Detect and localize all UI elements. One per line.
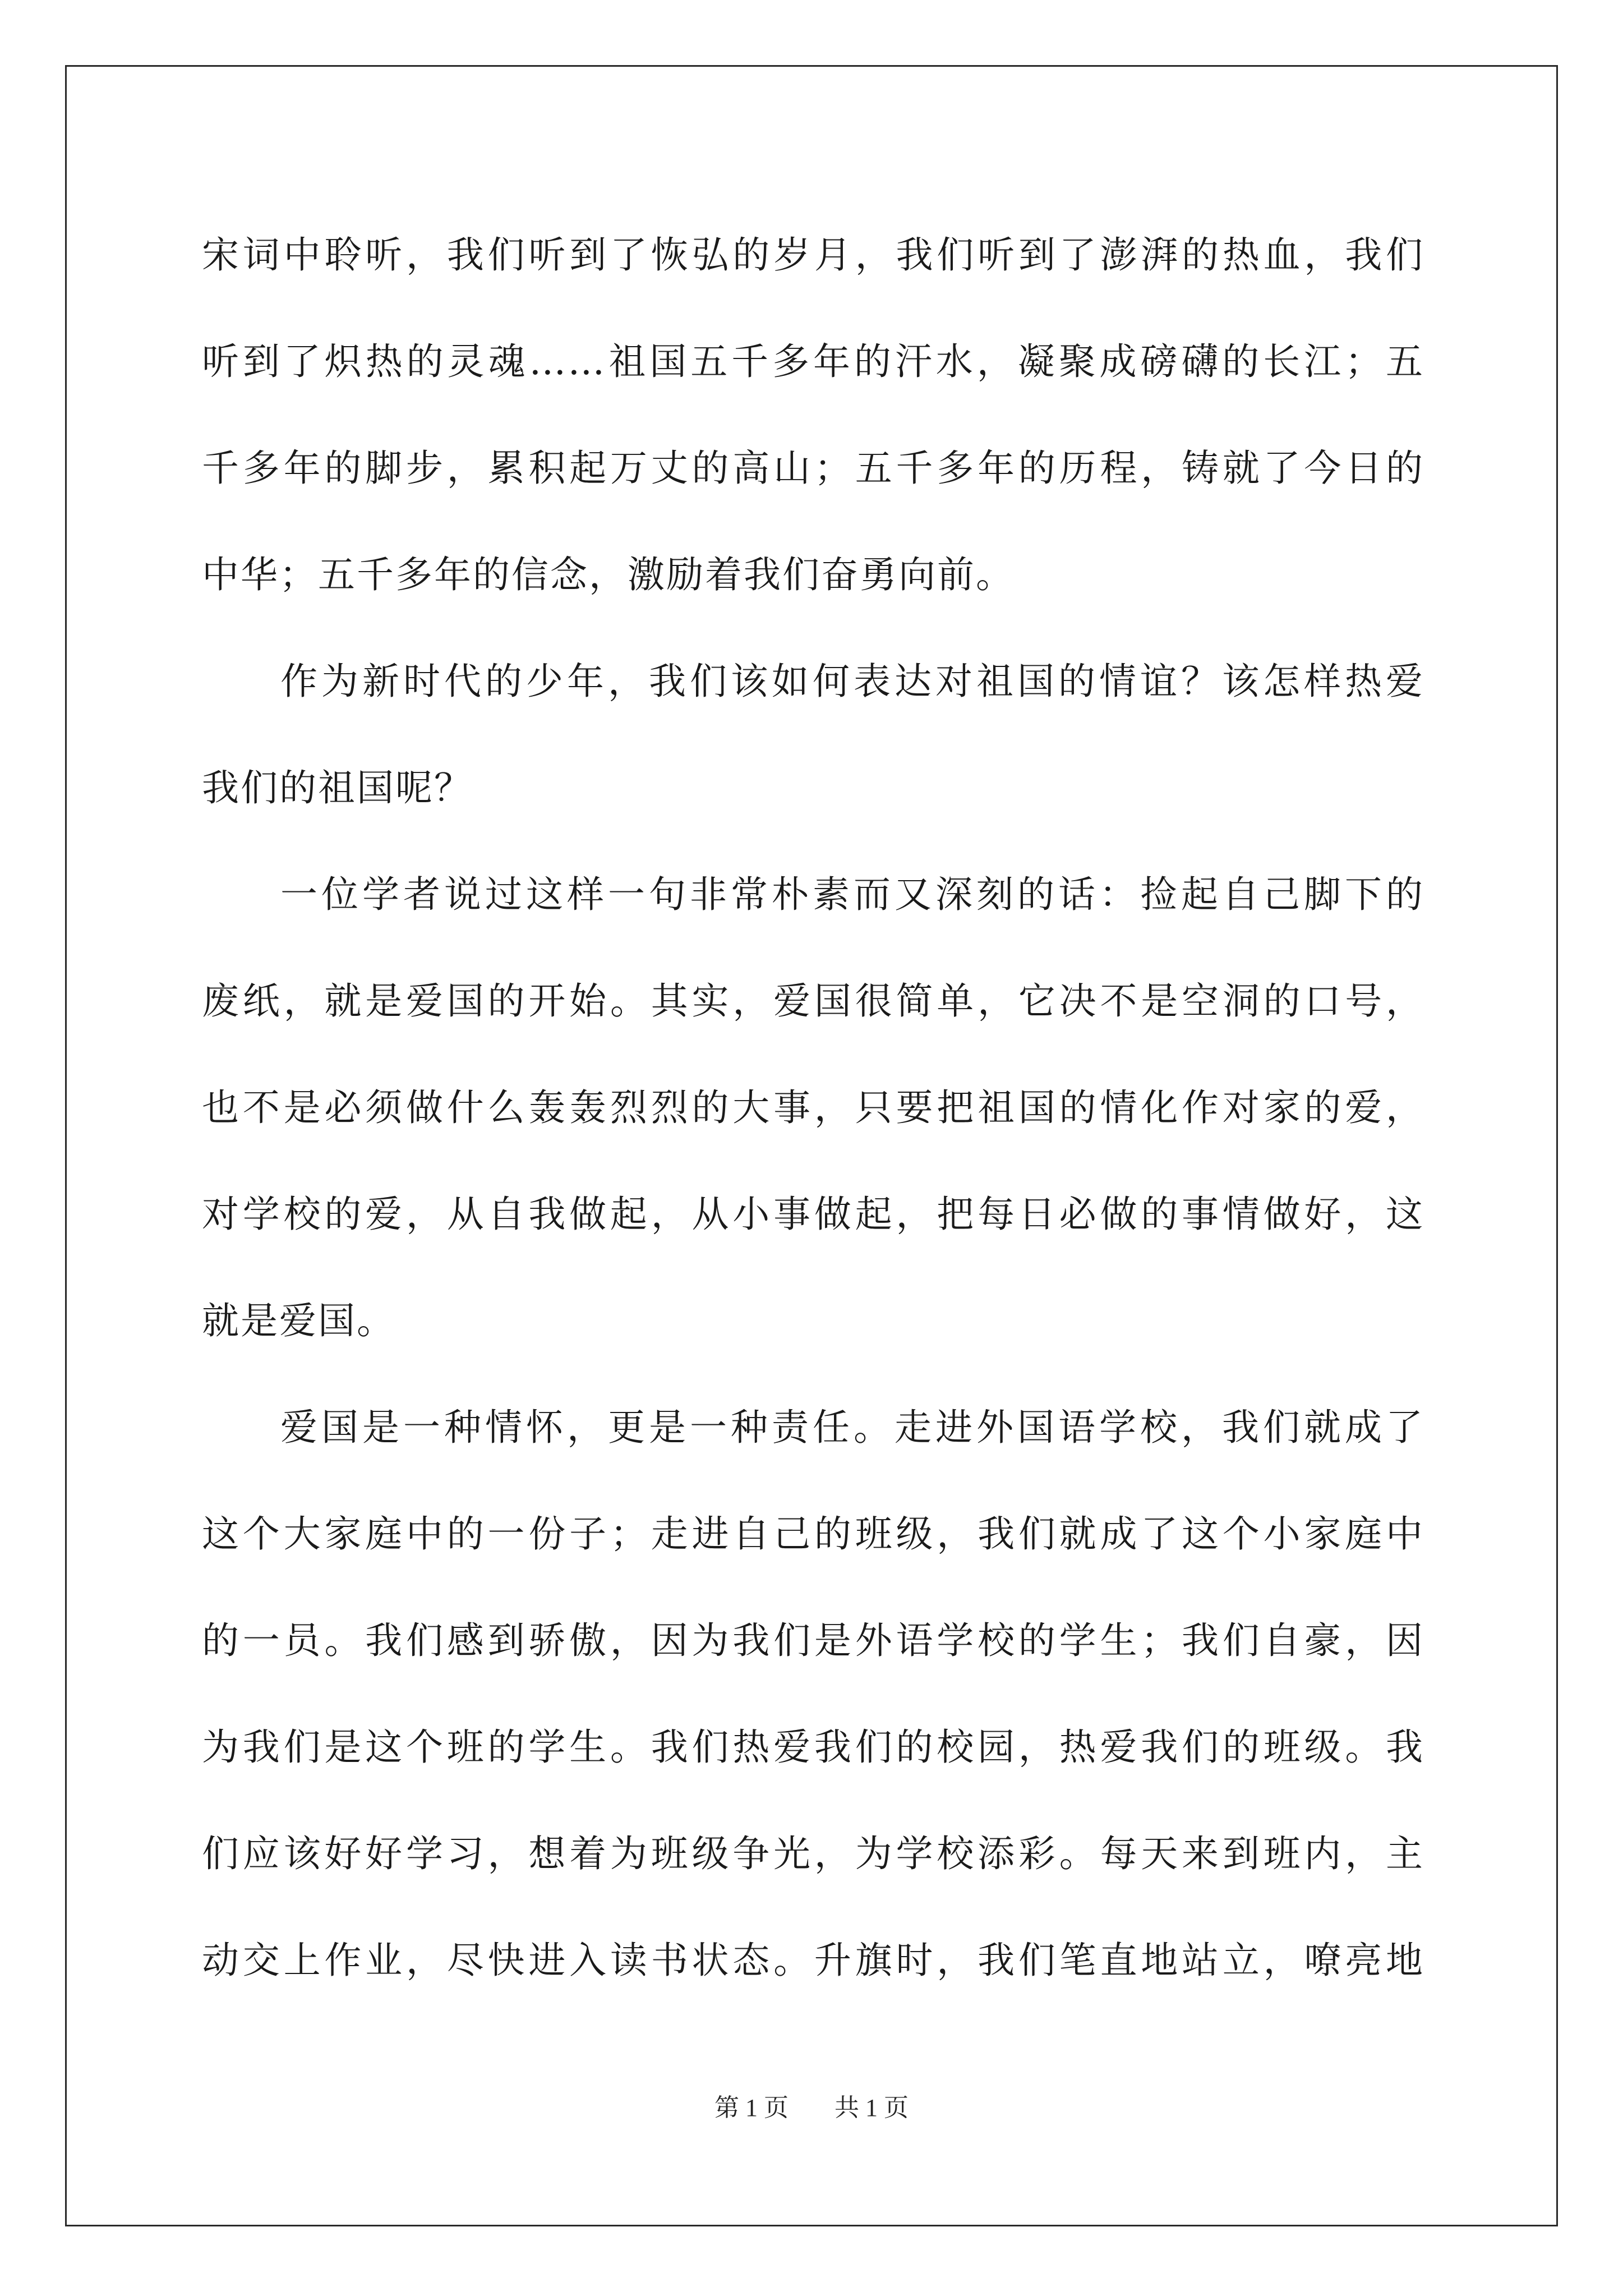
text-line: 这个大家庭中的一份子；走进自己的班级，我们就成了这个小家庭中 <box>202 1512 1424 1556</box>
text-line: 为我们是这个班的学生。我们热爱我们的校园，热爱我们的班级。我 <box>202 1726 1424 1769</box>
text-line: 也不是必须做什么轰轰烈烈的大事，只要把祖国的情化作对家的爱， <box>202 1086 1424 1129</box>
text-line: 作为新时代的少年，我们该如何表达对祖国的情谊？该怎样热爱 <box>280 660 1424 703</box>
text-line: 爱国是一种情怀，更是一种责任。走进外国语学校，我们就成了 <box>280 1406 1424 1449</box>
page-number: 第 1 页 <box>714 2094 789 2122</box>
text-line: 我们的祖国呢？ <box>202 766 473 809</box>
text-line: 宋词中聆听，我们听到了恢弘的岁月，我们听到了澎湃的热血，我们 <box>202 233 1424 277</box>
text-line: 就是爱国。 <box>202 1299 395 1342</box>
document-body <box>202 202 1424 2014</box>
text-line: 一位学者说过这样一句非常朴素而又深刻的话：捡起自己脚下的 <box>280 873 1424 916</box>
text-line: 们应该好好学习，想着为班级争光，为学校添彩。每天来到班内，主 <box>202 1832 1424 1875</box>
text-line: 千多年的脚步，累积起万丈的高山；五千多年的历程，铸就了今日的 <box>202 447 1424 490</box>
text-line: 动交上作业，尽快进入读书状态。升旗时，我们笔直地站立，嘹亮地 <box>202 1939 1424 1982</box>
page-footer <box>0 2091 1623 2125</box>
text-line: 听到了炽热的灵魂……祖国五千多年的汗水，凝聚成磅礴的长江；五 <box>202 340 1424 383</box>
text-line: 的一员。我们感到骄傲，因为我们是外语学校的学生；我们自豪，因 <box>202 1619 1424 1662</box>
page-total: 共 1 页 <box>834 2094 909 2122</box>
text-line: 废纸，就是爱国的开始。其实，爱国很简单，它决不是空洞的口号， <box>202 979 1424 1023</box>
text-line: 对学校的爱，从自我做起，从小事做起，把每日必做的事情做好，这 <box>202 1193 1424 1236</box>
text-line: 中华；五千多年的信念，激励着我们奋勇向前。 <box>202 553 1015 596</box>
